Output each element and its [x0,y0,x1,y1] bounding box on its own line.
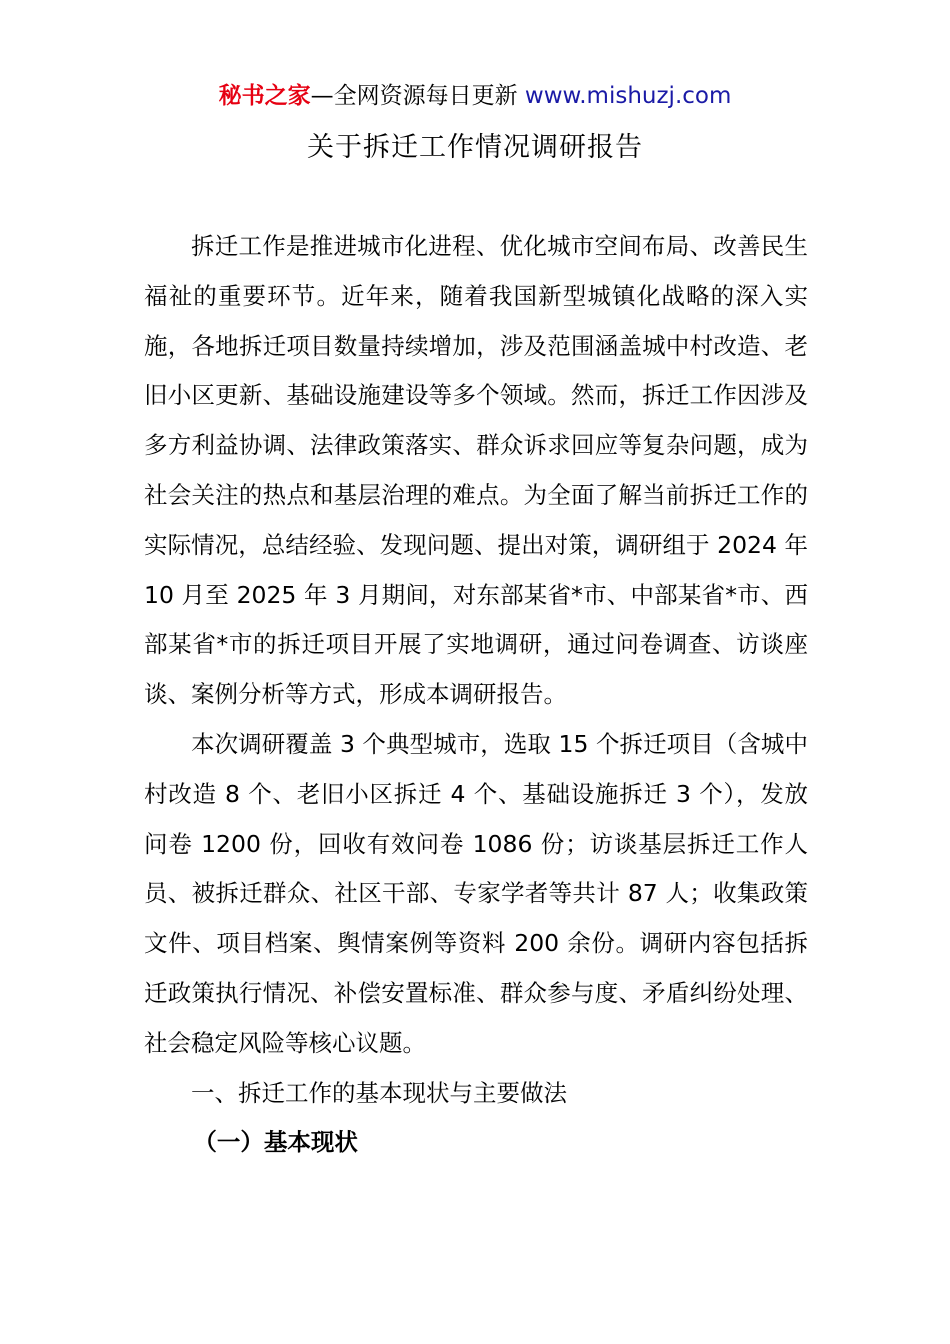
site-header [0,78,950,114]
brand-name: 秘书之家 [218,83,311,109]
subsection-heading: （一）基本现状 [193,1128,358,1157]
document-title: 关于拆迁工作情况调研报告 [307,132,643,163]
site-url-link[interactable]: www.mishuzj.com [524,83,732,109]
scope-paragraph: 本次调研覆盖 3 个典型城市，选取 15 个拆迁项目（含城中村改造 8 个、老旧小区拆迁 4 个、基础设施拆迁 3 个），发放问卷 1200 份，回收有效问卷 1086 份；访谈基层拆迁工作人员、被拆迁群众、社区干部、专家学者等共计 87 人；收集政策文件、项目档案、舆情案例等资料 200 余份。调研内容包括拆迁政策执行情况、补偿安置标准、群众参与度、矛盾纠纷处理、社会稳定风险等核心议题。 [144,729,808,1057]
header-tagline: —全网资源每日更新 [310,83,525,109]
document-body [144,222,808,1168]
section-heading: 一、拆迁工作的基本现状与主要做法 [191,1078,567,1107]
intro-paragraph: 拆迁工作是推进城市化进程、优化城市空间布局、改善民生福祉的重要环节。近年来，随着我国新型城镇化战略的深入实施，各地拆迁项目数量持续增加，涉及范围涵盖城中村改造、老旧小区更新、基础设施建设等多个领域。然而，拆迁工作因涉及多方利益协调、法律政策落实、群众诉求回应等复杂问题，成为社会关注的热点和基层治理的难点。为全面了解当前拆迁工作的实际情况，总结经验、发现问题、提出对策，调研组于 2024 年 10 月至 2025 年 3 月期间，对东部某省*市、中部某省*市、西部某省*市的拆迁项目开展了实地调研，通过问卷调查、访谈座谈、案例分析等方式，形成本调研报告。 [144,232,808,709]
